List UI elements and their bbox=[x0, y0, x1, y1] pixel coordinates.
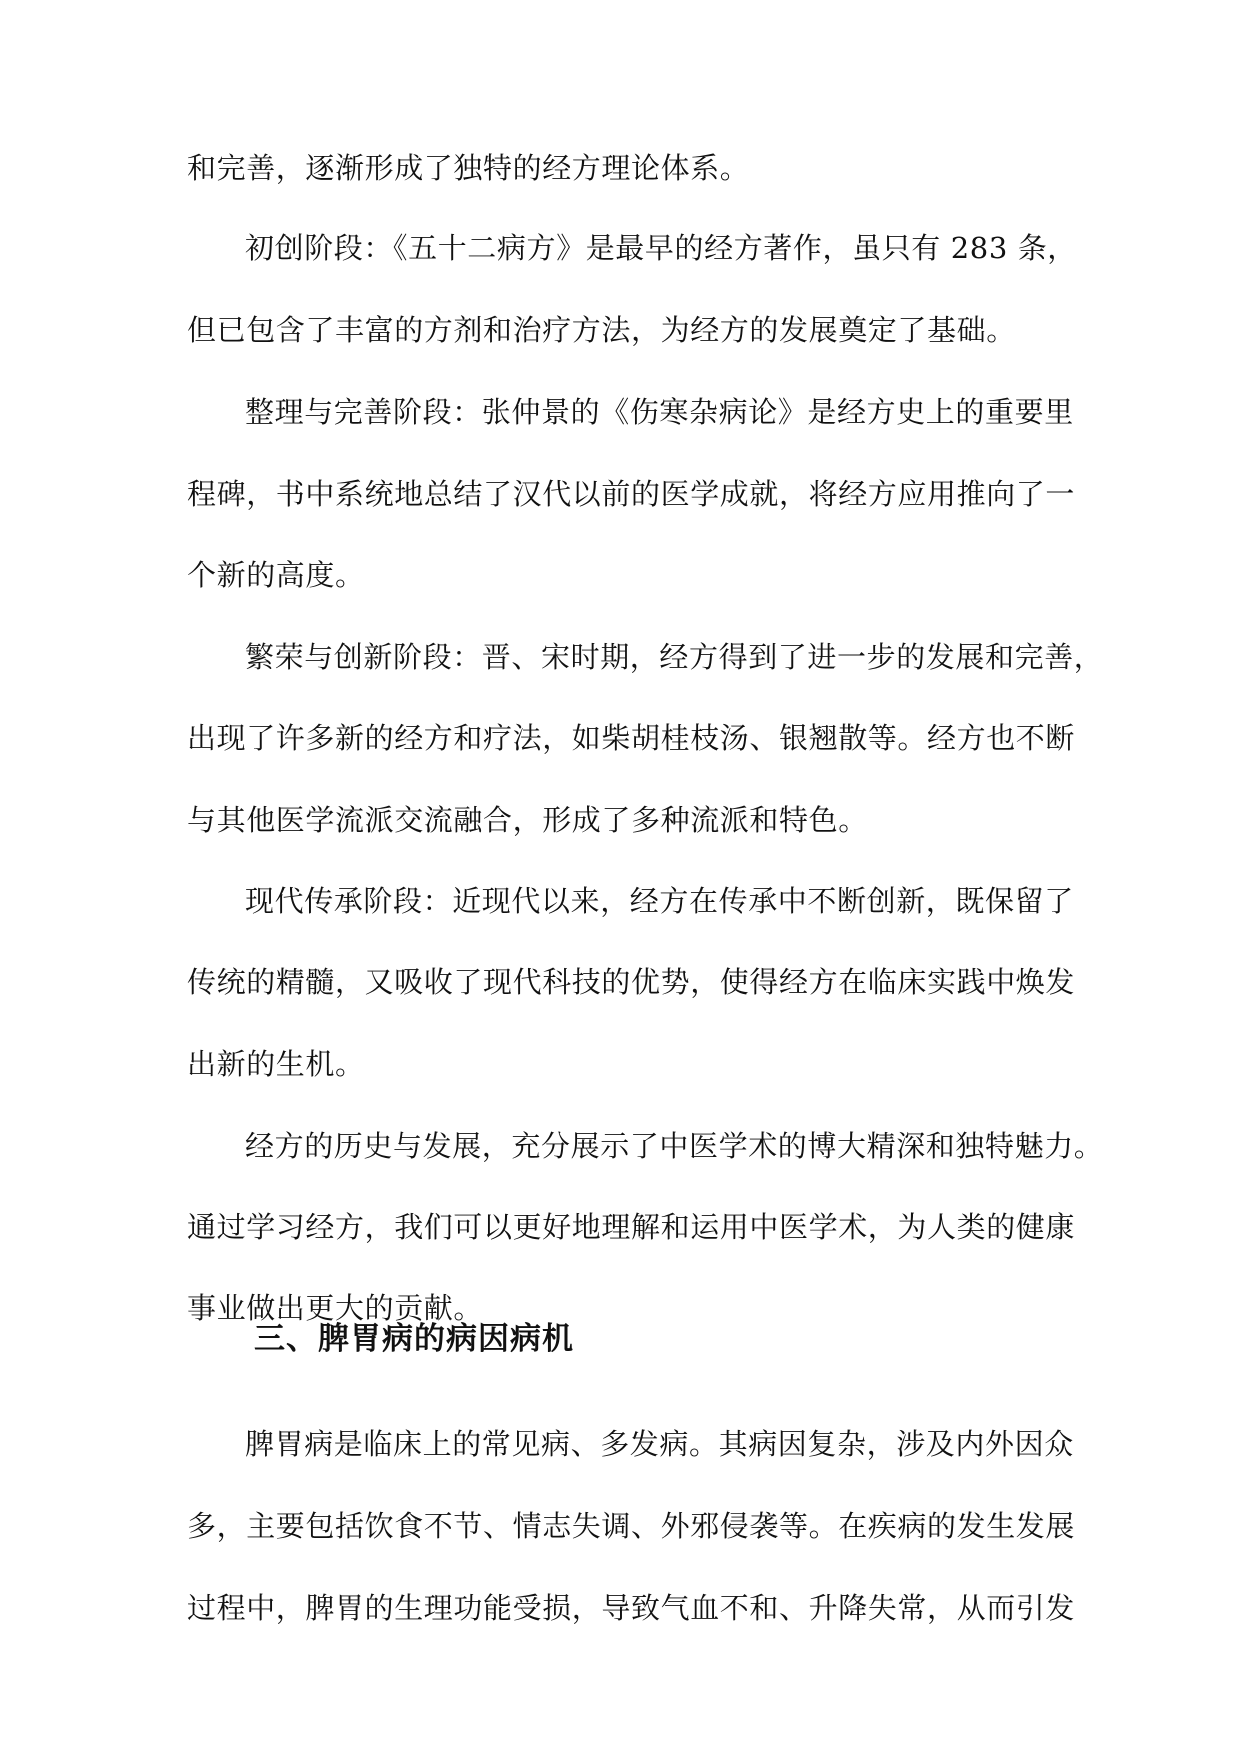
text-line: 传统的精髓，又吸收了现代科技的优势，使得经方在临床实践中焕发 bbox=[187, 965, 1076, 999]
text-line: 脾胃病是临床上的常见病、多发病。其病因复杂，涉及内外因众 bbox=[245, 1427, 1074, 1461]
text-line: 过程中，脾胃的生理功能受损，导致气血不和、升降失常，从而引发 bbox=[187, 1591, 1076, 1625]
text-line: 整理与完善阶段：张仲景的《伤寒杂病论》是经方史上的重要里 bbox=[245, 395, 1074, 429]
text-line: 但已包含了丰富的方剂和治疗方法，为经方的发展奠定了基础。 bbox=[187, 313, 1016, 347]
text-line: 出现了许多新的经方和疗法，如柴胡桂枝汤、银翘散等。经方也不断 bbox=[187, 721, 1076, 755]
text-line: 通过学习经方，我们可以更好地理解和运用中医学术，为人类的健康 bbox=[187, 1210, 1076, 1244]
text-line: 与其他医学流派交流融合，形成了多种流派和特色。 bbox=[187, 803, 868, 837]
text-line: 出新的生机。 bbox=[187, 1047, 365, 1081]
text-line: 繁荣与创新阶段：晋、宋时期，经方得到了进一步的发展和完善， bbox=[245, 640, 1104, 674]
text-line: 事业做出更大的贡献。 bbox=[187, 1291, 484, 1325]
text-line: 经方的历史与发展，充分展示了中医学术的博大精深和独特魅力。 bbox=[245, 1129, 1104, 1163]
text-line: 程碑，书中系统地总结了汉代以前的医学成就，将经方应用推向了一 bbox=[187, 477, 1076, 511]
text-line: 现代传承阶段：近现代以来，经方在传承中不断创新，既保留了 bbox=[245, 884, 1074, 918]
text-line: 初创阶段：《五十二病方》是最早的经方著作，虽只有 283 条， bbox=[245, 231, 1077, 265]
section-heading: 三、脾胃病的病因病机 bbox=[254, 1321, 574, 1357]
text-line: 个新的高度。 bbox=[187, 558, 365, 592]
text-line: 和完善，逐渐形成了独特的经方理论体系。 bbox=[187, 151, 750, 185]
text-line: 多，主要包括饮食不节、情志失调、外邪侵袭等。在疾病的发生发展 bbox=[187, 1509, 1076, 1543]
